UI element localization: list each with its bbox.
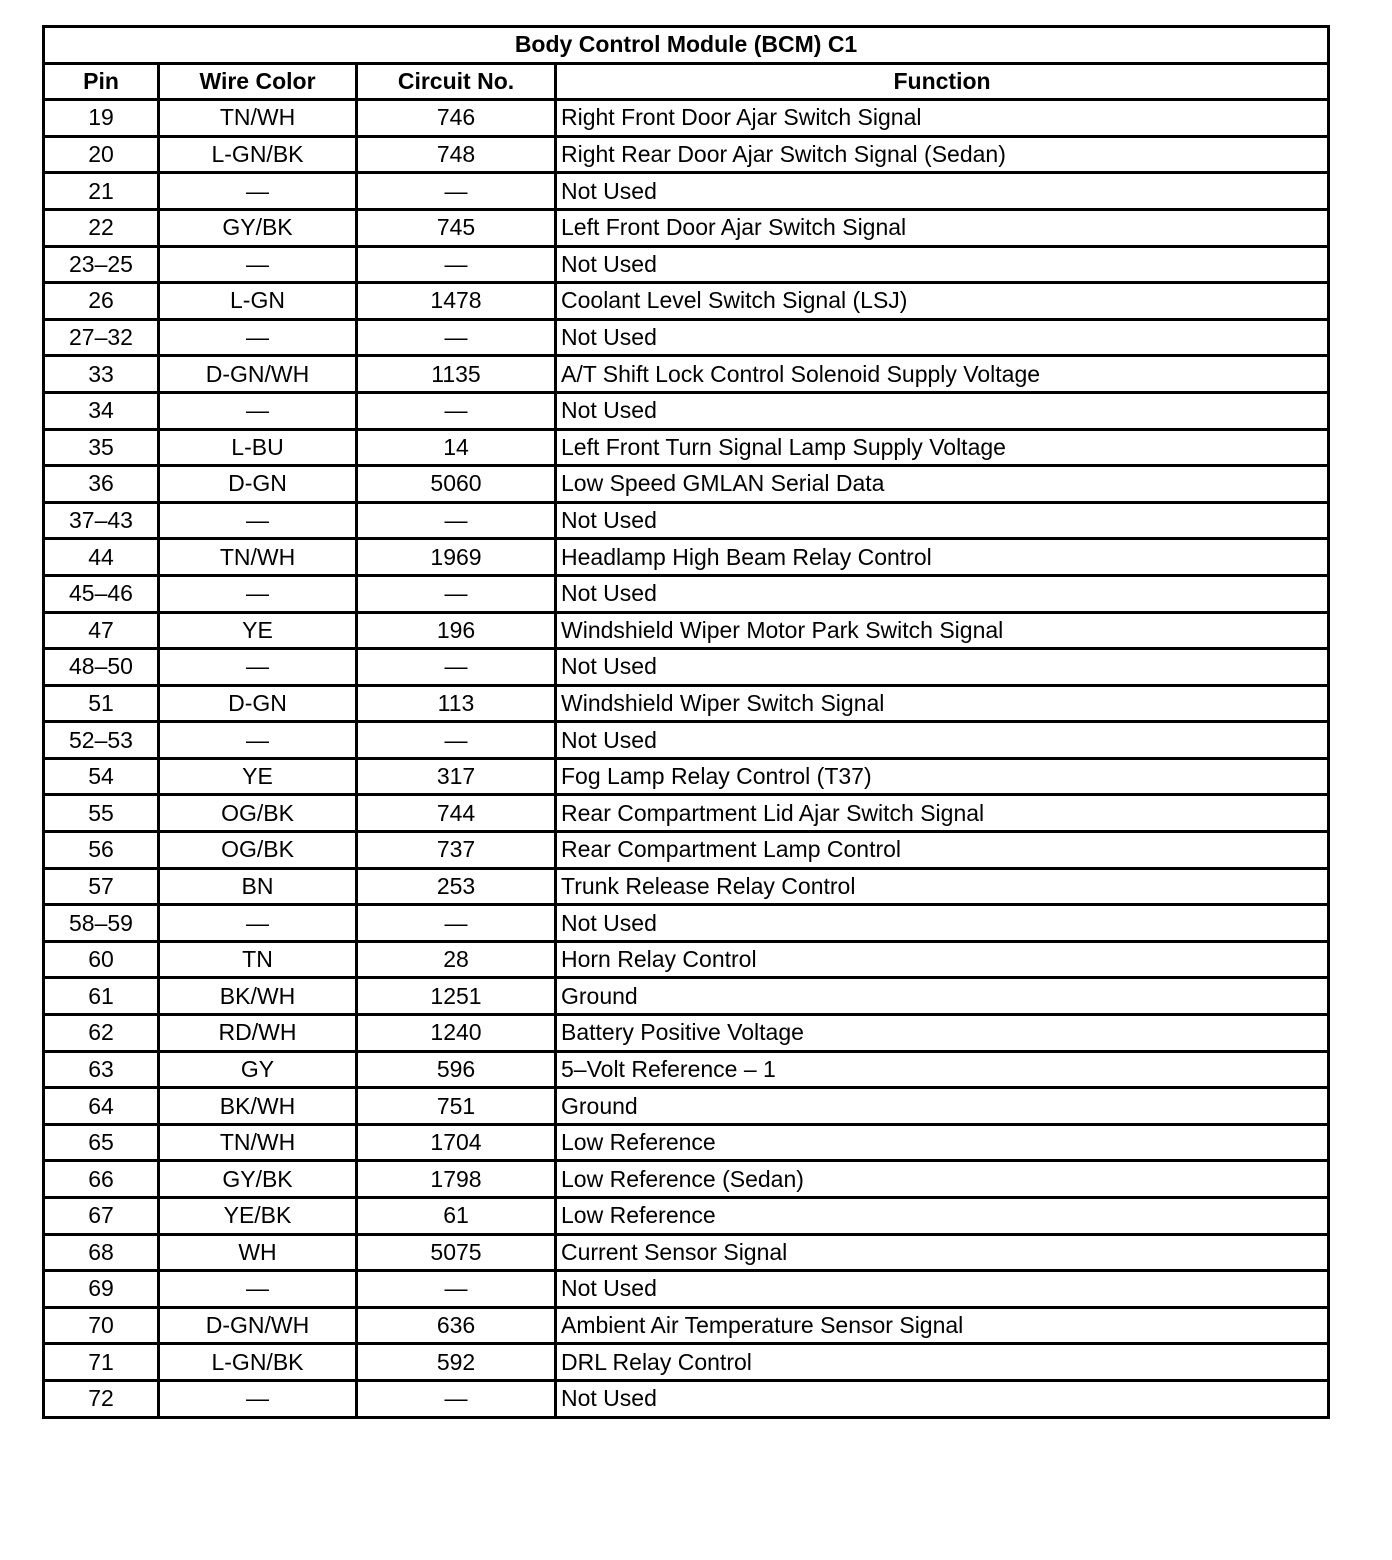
- cell-wire-color: —: [159, 1380, 357, 1417]
- table-row: [44, 392, 1329, 429]
- cell-pin: 37–43: [44, 502, 159, 539]
- cell-function: Right Front Door Ajar Switch Signal: [556, 100, 1329, 137]
- cell-wire-color: BN: [159, 868, 357, 905]
- cell-pin: 19: [44, 100, 159, 137]
- cell-function: Windshield Wiper Motor Park Switch Signal: [556, 612, 1329, 649]
- cell-function: Current Sensor Signal: [556, 1234, 1329, 1271]
- cell-function: Not Used: [556, 392, 1329, 429]
- cell-function: Low Reference (Sedan): [556, 1161, 1329, 1198]
- cell-circuit-no: 61: [357, 1198, 556, 1235]
- table-row: [44, 1307, 1329, 1344]
- cell-pin: 58–59: [44, 905, 159, 942]
- table-row: [44, 1124, 1329, 1161]
- table-row: [44, 905, 1329, 942]
- cell-circuit-no: —: [357, 246, 556, 283]
- header-function: Function: [556, 63, 1329, 100]
- cell-wire-color: —: [159, 246, 357, 283]
- cell-circuit-no: —: [357, 905, 556, 942]
- cell-circuit-no: —: [357, 649, 556, 686]
- cell-wire-color: BK/WH: [159, 1088, 357, 1125]
- cell-pin: 35: [44, 429, 159, 466]
- header-circuit-no: Circuit No.: [357, 63, 556, 100]
- table-row: [44, 502, 1329, 539]
- cell-wire-color: —: [159, 502, 357, 539]
- cell-function: Not Used: [556, 246, 1329, 283]
- header-pin: Pin: [44, 63, 159, 100]
- cell-wire-color: YE: [159, 612, 357, 649]
- cell-circuit-no: 746: [357, 100, 556, 137]
- cell-function: A/T Shift Lock Control Solenoid Supply Voltage: [556, 356, 1329, 393]
- table-row: [44, 1015, 1329, 1052]
- cell-circuit-no: 317: [357, 758, 556, 795]
- cell-pin: 66: [44, 1161, 159, 1198]
- cell-function: Coolant Level Switch Signal (LSJ): [556, 283, 1329, 320]
- cell-function: Ground: [556, 978, 1329, 1015]
- cell-function: Low Reference: [556, 1198, 1329, 1235]
- cell-pin: 67: [44, 1198, 159, 1235]
- cell-circuit-no: 5075: [357, 1234, 556, 1271]
- cell-wire-color: GY/BK: [159, 209, 357, 246]
- cell-function: Not Used: [556, 1380, 1329, 1417]
- cell-circuit-no: 1704: [357, 1124, 556, 1161]
- cell-pin: 47: [44, 612, 159, 649]
- cell-pin: 68: [44, 1234, 159, 1271]
- table-row: [44, 100, 1329, 137]
- cell-function: Low Speed GMLAN Serial Data: [556, 466, 1329, 503]
- connector-pinout-table: [42, 25, 1330, 1419]
- cell-wire-color: YE/BK: [159, 1198, 357, 1235]
- cell-wire-color: —: [159, 722, 357, 759]
- cell-function: Not Used: [556, 649, 1329, 686]
- table-row: [44, 758, 1329, 795]
- cell-function: Left Front Door Ajar Switch Signal: [556, 209, 1329, 246]
- cell-wire-color: —: [159, 649, 357, 686]
- table-row: [44, 319, 1329, 356]
- connector-table-container: [42, 25, 1327, 1419]
- cell-function: Ground: [556, 1088, 1329, 1125]
- cell-circuit-no: 744: [357, 795, 556, 832]
- cell-pin: 62: [44, 1015, 159, 1052]
- cell-pin: 69: [44, 1271, 159, 1308]
- cell-pin: 27–32: [44, 319, 159, 356]
- cell-circuit-no: —: [357, 1271, 556, 1308]
- cell-pin: 45–46: [44, 575, 159, 612]
- cell-wire-color: TN/WH: [159, 539, 357, 576]
- cell-wire-color: L-GN/BK: [159, 136, 357, 173]
- cell-circuit-no: —: [357, 392, 556, 429]
- cell-circuit-no: 1240: [357, 1015, 556, 1052]
- cell-circuit-no: 5060: [357, 466, 556, 503]
- cell-wire-color: —: [159, 905, 357, 942]
- cell-wire-color: D-GN: [159, 466, 357, 503]
- cell-pin: 52–53: [44, 722, 159, 759]
- table-row: [44, 575, 1329, 612]
- table-header-row: [44, 63, 1329, 100]
- cell-wire-color: YE: [159, 758, 357, 795]
- table-title-row: [44, 27, 1329, 64]
- cell-pin: 21: [44, 173, 159, 210]
- table-row: [44, 1271, 1329, 1308]
- cell-pin: 51: [44, 685, 159, 722]
- table-row: [44, 466, 1329, 503]
- cell-pin: 70: [44, 1307, 159, 1344]
- cell-pin: 57: [44, 868, 159, 905]
- cell-circuit-no: 737: [357, 832, 556, 869]
- cell-pin: 63: [44, 1051, 159, 1088]
- cell-function: Not Used: [556, 319, 1329, 356]
- cell-pin: 71: [44, 1344, 159, 1381]
- cell-circuit-no: 113: [357, 685, 556, 722]
- cell-wire-color: TN/WH: [159, 1124, 357, 1161]
- cell-function: Not Used: [556, 1271, 1329, 1308]
- cell-pin: 56: [44, 832, 159, 869]
- cell-function: Not Used: [556, 905, 1329, 942]
- cell-wire-color: —: [159, 319, 357, 356]
- cell-pin: 36: [44, 466, 159, 503]
- cell-pin: 44: [44, 539, 159, 576]
- cell-pin: 72: [44, 1380, 159, 1417]
- cell-function: Not Used: [556, 173, 1329, 210]
- cell-function: Not Used: [556, 502, 1329, 539]
- cell-pin: 22: [44, 209, 159, 246]
- cell-circuit-no: 196: [357, 612, 556, 649]
- table-row: [44, 1088, 1329, 1125]
- cell-function: Not Used: [556, 575, 1329, 612]
- table-row: [44, 209, 1329, 246]
- cell-pin: 60: [44, 941, 159, 978]
- cell-circuit-no: 636: [357, 1307, 556, 1344]
- cell-circuit-no: —: [357, 173, 556, 210]
- cell-circuit-no: 1135: [357, 356, 556, 393]
- cell-circuit-no: 253: [357, 868, 556, 905]
- cell-pin: 33: [44, 356, 159, 393]
- table-row: [44, 722, 1329, 759]
- cell-wire-color: L-BU: [159, 429, 357, 466]
- cell-pin: 65: [44, 1124, 159, 1161]
- cell-wire-color: OG/BK: [159, 795, 357, 832]
- table-row: [44, 649, 1329, 686]
- header-wire-color: Wire Color: [159, 63, 357, 100]
- cell-function: Trunk Release Relay Control: [556, 868, 1329, 905]
- cell-function: Right Rear Door Ajar Switch Signal (Sedan): [556, 136, 1329, 173]
- cell-function: Rear Compartment Lamp Control: [556, 832, 1329, 869]
- cell-function: Fog Lamp Relay Control (T37): [556, 758, 1329, 795]
- cell-wire-color: RD/WH: [159, 1015, 357, 1052]
- cell-wire-color: —: [159, 173, 357, 210]
- table-row: [44, 795, 1329, 832]
- table-row: [44, 1198, 1329, 1235]
- table-row: [44, 1344, 1329, 1381]
- cell-circuit-no: —: [357, 722, 556, 759]
- cell-pin: 48–50: [44, 649, 159, 686]
- cell-circuit-no: 592: [357, 1344, 556, 1381]
- cell-pin: 64: [44, 1088, 159, 1125]
- table-title: Body Control Module (BCM) C1: [44, 27, 1329, 64]
- table-row: [44, 356, 1329, 393]
- cell-wire-color: OG/BK: [159, 832, 357, 869]
- table-row: [44, 612, 1329, 649]
- table-row: [44, 1380, 1329, 1417]
- table-row: [44, 136, 1329, 173]
- cell-function: Horn Relay Control: [556, 941, 1329, 978]
- cell-wire-color: —: [159, 392, 357, 429]
- cell-function: Low Reference: [556, 1124, 1329, 1161]
- table-row: [44, 539, 1329, 576]
- cell-wire-color: —: [159, 1271, 357, 1308]
- cell-circuit-no: 1798: [357, 1161, 556, 1198]
- cell-circuit-no: 745: [357, 209, 556, 246]
- cell-circuit-no: 1969: [357, 539, 556, 576]
- cell-circuit-no: 748: [357, 136, 556, 173]
- table-row: [44, 1051, 1329, 1088]
- cell-circuit-no: —: [357, 1380, 556, 1417]
- cell-pin: 55: [44, 795, 159, 832]
- table-row: [44, 868, 1329, 905]
- table-row: [44, 283, 1329, 320]
- table-row: [44, 246, 1329, 283]
- cell-pin: 20: [44, 136, 159, 173]
- cell-wire-color: WH: [159, 1234, 357, 1271]
- table-row: [44, 941, 1329, 978]
- cell-circuit-no: 1478: [357, 283, 556, 320]
- cell-circuit-no: 28: [357, 941, 556, 978]
- cell-function: Not Used: [556, 722, 1329, 759]
- cell-circuit-no: 1251: [357, 978, 556, 1015]
- cell-function: Windshield Wiper Switch Signal: [556, 685, 1329, 722]
- table-row: [44, 173, 1329, 210]
- cell-pin: 26: [44, 283, 159, 320]
- cell-wire-color: BK/WH: [159, 978, 357, 1015]
- cell-circuit-no: —: [357, 502, 556, 539]
- cell-wire-color: —: [159, 575, 357, 612]
- cell-function: Rear Compartment Lid Ajar Switch Signal: [556, 795, 1329, 832]
- cell-wire-color: L-GN/BK: [159, 1344, 357, 1381]
- cell-wire-color: TN/WH: [159, 100, 357, 137]
- table-row: [44, 832, 1329, 869]
- cell-function: Headlamp High Beam Relay Control: [556, 539, 1329, 576]
- cell-circuit-no: —: [357, 319, 556, 356]
- cell-wire-color: D-GN: [159, 685, 357, 722]
- cell-wire-color: TN: [159, 941, 357, 978]
- cell-wire-color: D-GN/WH: [159, 1307, 357, 1344]
- cell-function: Battery Positive Voltage: [556, 1015, 1329, 1052]
- table-row: [44, 685, 1329, 722]
- cell-function: Left Front Turn Signal Lamp Supply Voltage: [556, 429, 1329, 466]
- table-row: [44, 429, 1329, 466]
- cell-function: 5–Volt Reference – 1: [556, 1051, 1329, 1088]
- cell-circuit-no: —: [357, 575, 556, 612]
- cell-circuit-no: 751: [357, 1088, 556, 1125]
- cell-function: DRL Relay Control: [556, 1344, 1329, 1381]
- table-row: [44, 1234, 1329, 1271]
- cell-pin: 54: [44, 758, 159, 795]
- cell-wire-color: D-GN/WH: [159, 356, 357, 393]
- cell-pin: 23–25: [44, 246, 159, 283]
- cell-pin: 34: [44, 392, 159, 429]
- cell-wire-color: GY/BK: [159, 1161, 357, 1198]
- cell-wire-color: L-GN: [159, 283, 357, 320]
- table-body: [44, 100, 1329, 1417]
- cell-circuit-no: 596: [357, 1051, 556, 1088]
- table-row: [44, 978, 1329, 1015]
- cell-wire-color: GY: [159, 1051, 357, 1088]
- cell-pin: 61: [44, 978, 159, 1015]
- cell-function: Ambient Air Temperature Sensor Signal: [556, 1307, 1329, 1344]
- cell-circuit-no: 14: [357, 429, 556, 466]
- table-row: [44, 1161, 1329, 1198]
